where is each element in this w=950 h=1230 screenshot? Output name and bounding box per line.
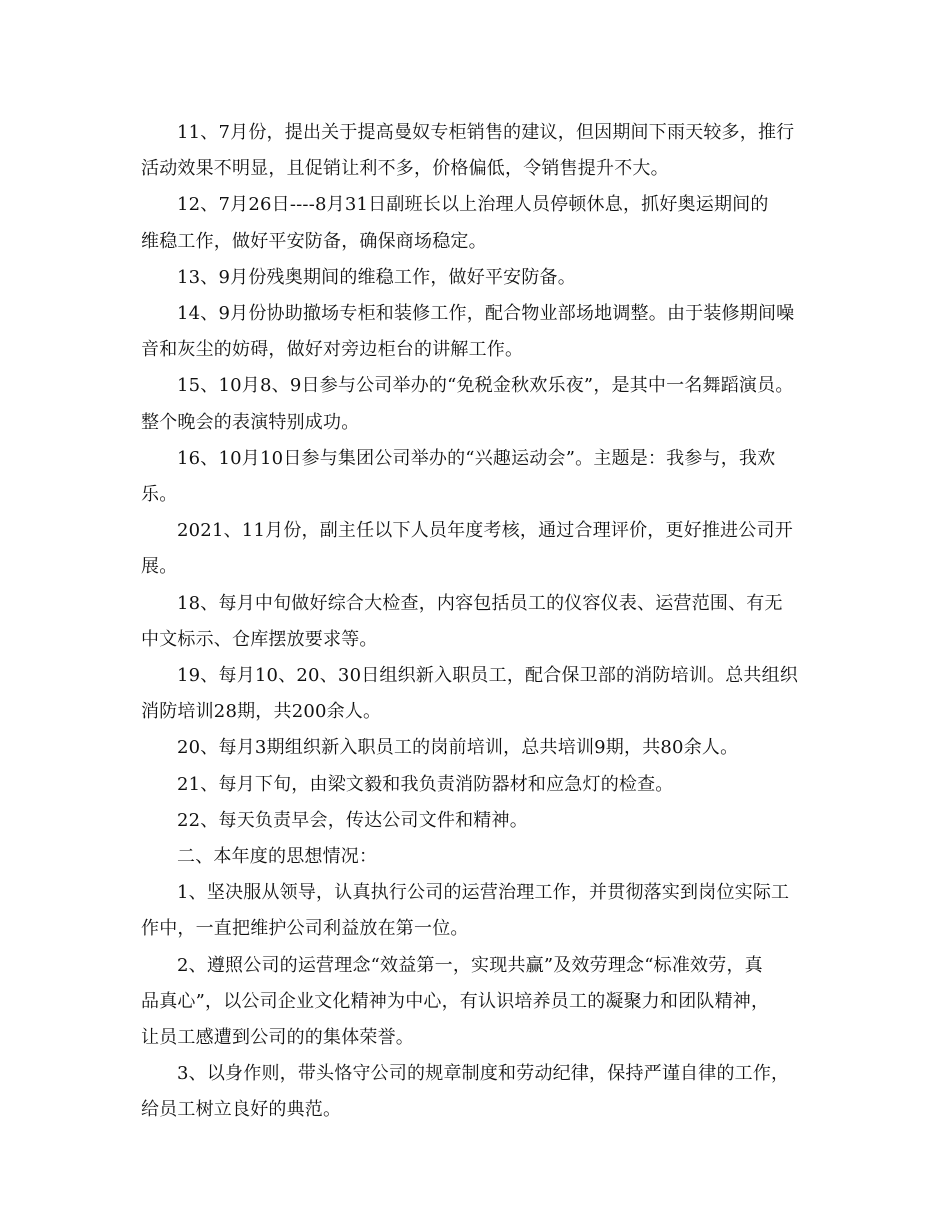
paragraph-20 <box>141 730 816 766</box>
text-line: 22、每天负责早会，传达公司文件和精神。 <box>177 809 528 831</box>
text-line: 乐。 <box>141 484 178 506</box>
paragraph-22 <box>141 803 816 839</box>
text-line: 12、7月26日----8月31日副班长以上治理人员停顿休息，抓好奥运期间的 <box>177 194 769 216</box>
text-line: 让员工感遭到公司的的集体荣誉。 <box>141 1027 414 1049</box>
section-heading <box>141 839 816 875</box>
text-line: 2021、11月份，副主任以下人员年度考核，通过合理评价，更好推进公司开 <box>177 520 793 542</box>
paragraph-11 <box>141 115 816 187</box>
text-line: 2、遵照公司的运营理念“效益第一，实现共赢”及效劳理念“标准效劳，真 <box>177 954 763 976</box>
text-line: 13、9月份残奥期间的维稳工作，做好平安防备。 <box>177 266 576 288</box>
text-line: 16、10月10日参与集团公司举办的“兴趣运动会”。主题是：我参与，我欢 <box>177 447 776 469</box>
paragraph-12 <box>141 187 816 259</box>
text-line: 18、每月中旬做好综合大检查，内容包括员工的仪容仪表、运营范围、有无 <box>177 592 783 614</box>
text-line: 中文标示、仓库摆放要求等。 <box>141 628 378 650</box>
text-line: 维稳工作，做好平安防备，确保商场稳定。 <box>141 230 487 252</box>
paragraph-18 <box>141 586 816 658</box>
paragraph-19 <box>141 658 816 730</box>
text-line: 3、以身作则，带头恪守公司的规章制度和劳动纪律，保持严谨自律的工作， <box>177 1063 790 1085</box>
text-line: 音和灰尘的妨碍，做好对旁边柜台的讲解工作。 <box>141 339 524 361</box>
paragraph-13 <box>141 260 816 296</box>
paragraph-21 <box>141 767 816 803</box>
text-line: 21、每月下旬，由梁文毅和我负责消防器材和应急灯的检查。 <box>177 773 674 795</box>
text-line: 展。 <box>141 556 178 578</box>
paragraph-14 <box>141 296 816 368</box>
paragraph-17 <box>141 513 816 585</box>
text-line: 20、每月3期组织新入职员工的岗前培训，总共培训9期，共80余人。 <box>177 737 739 759</box>
text-line: 活动效果不明显，且促销让利不多，价格偏低，令销售提升不大。 <box>141 158 669 180</box>
text-line: 作中，一直把维护公司利益放在第一位。 <box>141 918 469 940</box>
text-line: 整个晚会的表演特别成功。 <box>141 411 360 433</box>
text-line: 品真心”，以公司企业文化精神为中心，有认识培养员工的凝聚力和团队精神， <box>141 990 770 1012</box>
text-line: 1、坚决服从领导，认真执行公司的运营治理工作，并贯彻落实到岗位实际工 <box>177 882 790 904</box>
thought-item-2 <box>141 948 816 1057</box>
text-line: 给员工树立良好的典范。 <box>141 1099 342 1121</box>
thought-item-3 <box>141 1056 816 1128</box>
text-line: 二、本年度的思想情况： <box>177 846 378 868</box>
document-body <box>141 115 816 1129</box>
text-line: 19、每月10、20、30日组织新入职员工，配合保卫部的消防培训。总共组织 <box>177 665 799 687</box>
paragraph-15 <box>141 368 816 440</box>
text-line: 11、7月份，提出关于提高曼奴专柜销售的建议，但因期间下雨天较多，推行 <box>177 122 795 143</box>
text-line: 消防培训28期，共200余人。 <box>141 701 382 723</box>
text-line: 15、10月8、9日参与公司举办的“免税金秋欢乐夜”，是其中一名舞蹈演员。 <box>177 375 794 397</box>
thought-item-1 <box>141 875 816 947</box>
text-line: 14、9月份协助撤场专柜和装修工作，配合物业部场地调整。由于装修期间噪 <box>177 303 795 325</box>
paragraph-16 <box>141 441 816 513</box>
